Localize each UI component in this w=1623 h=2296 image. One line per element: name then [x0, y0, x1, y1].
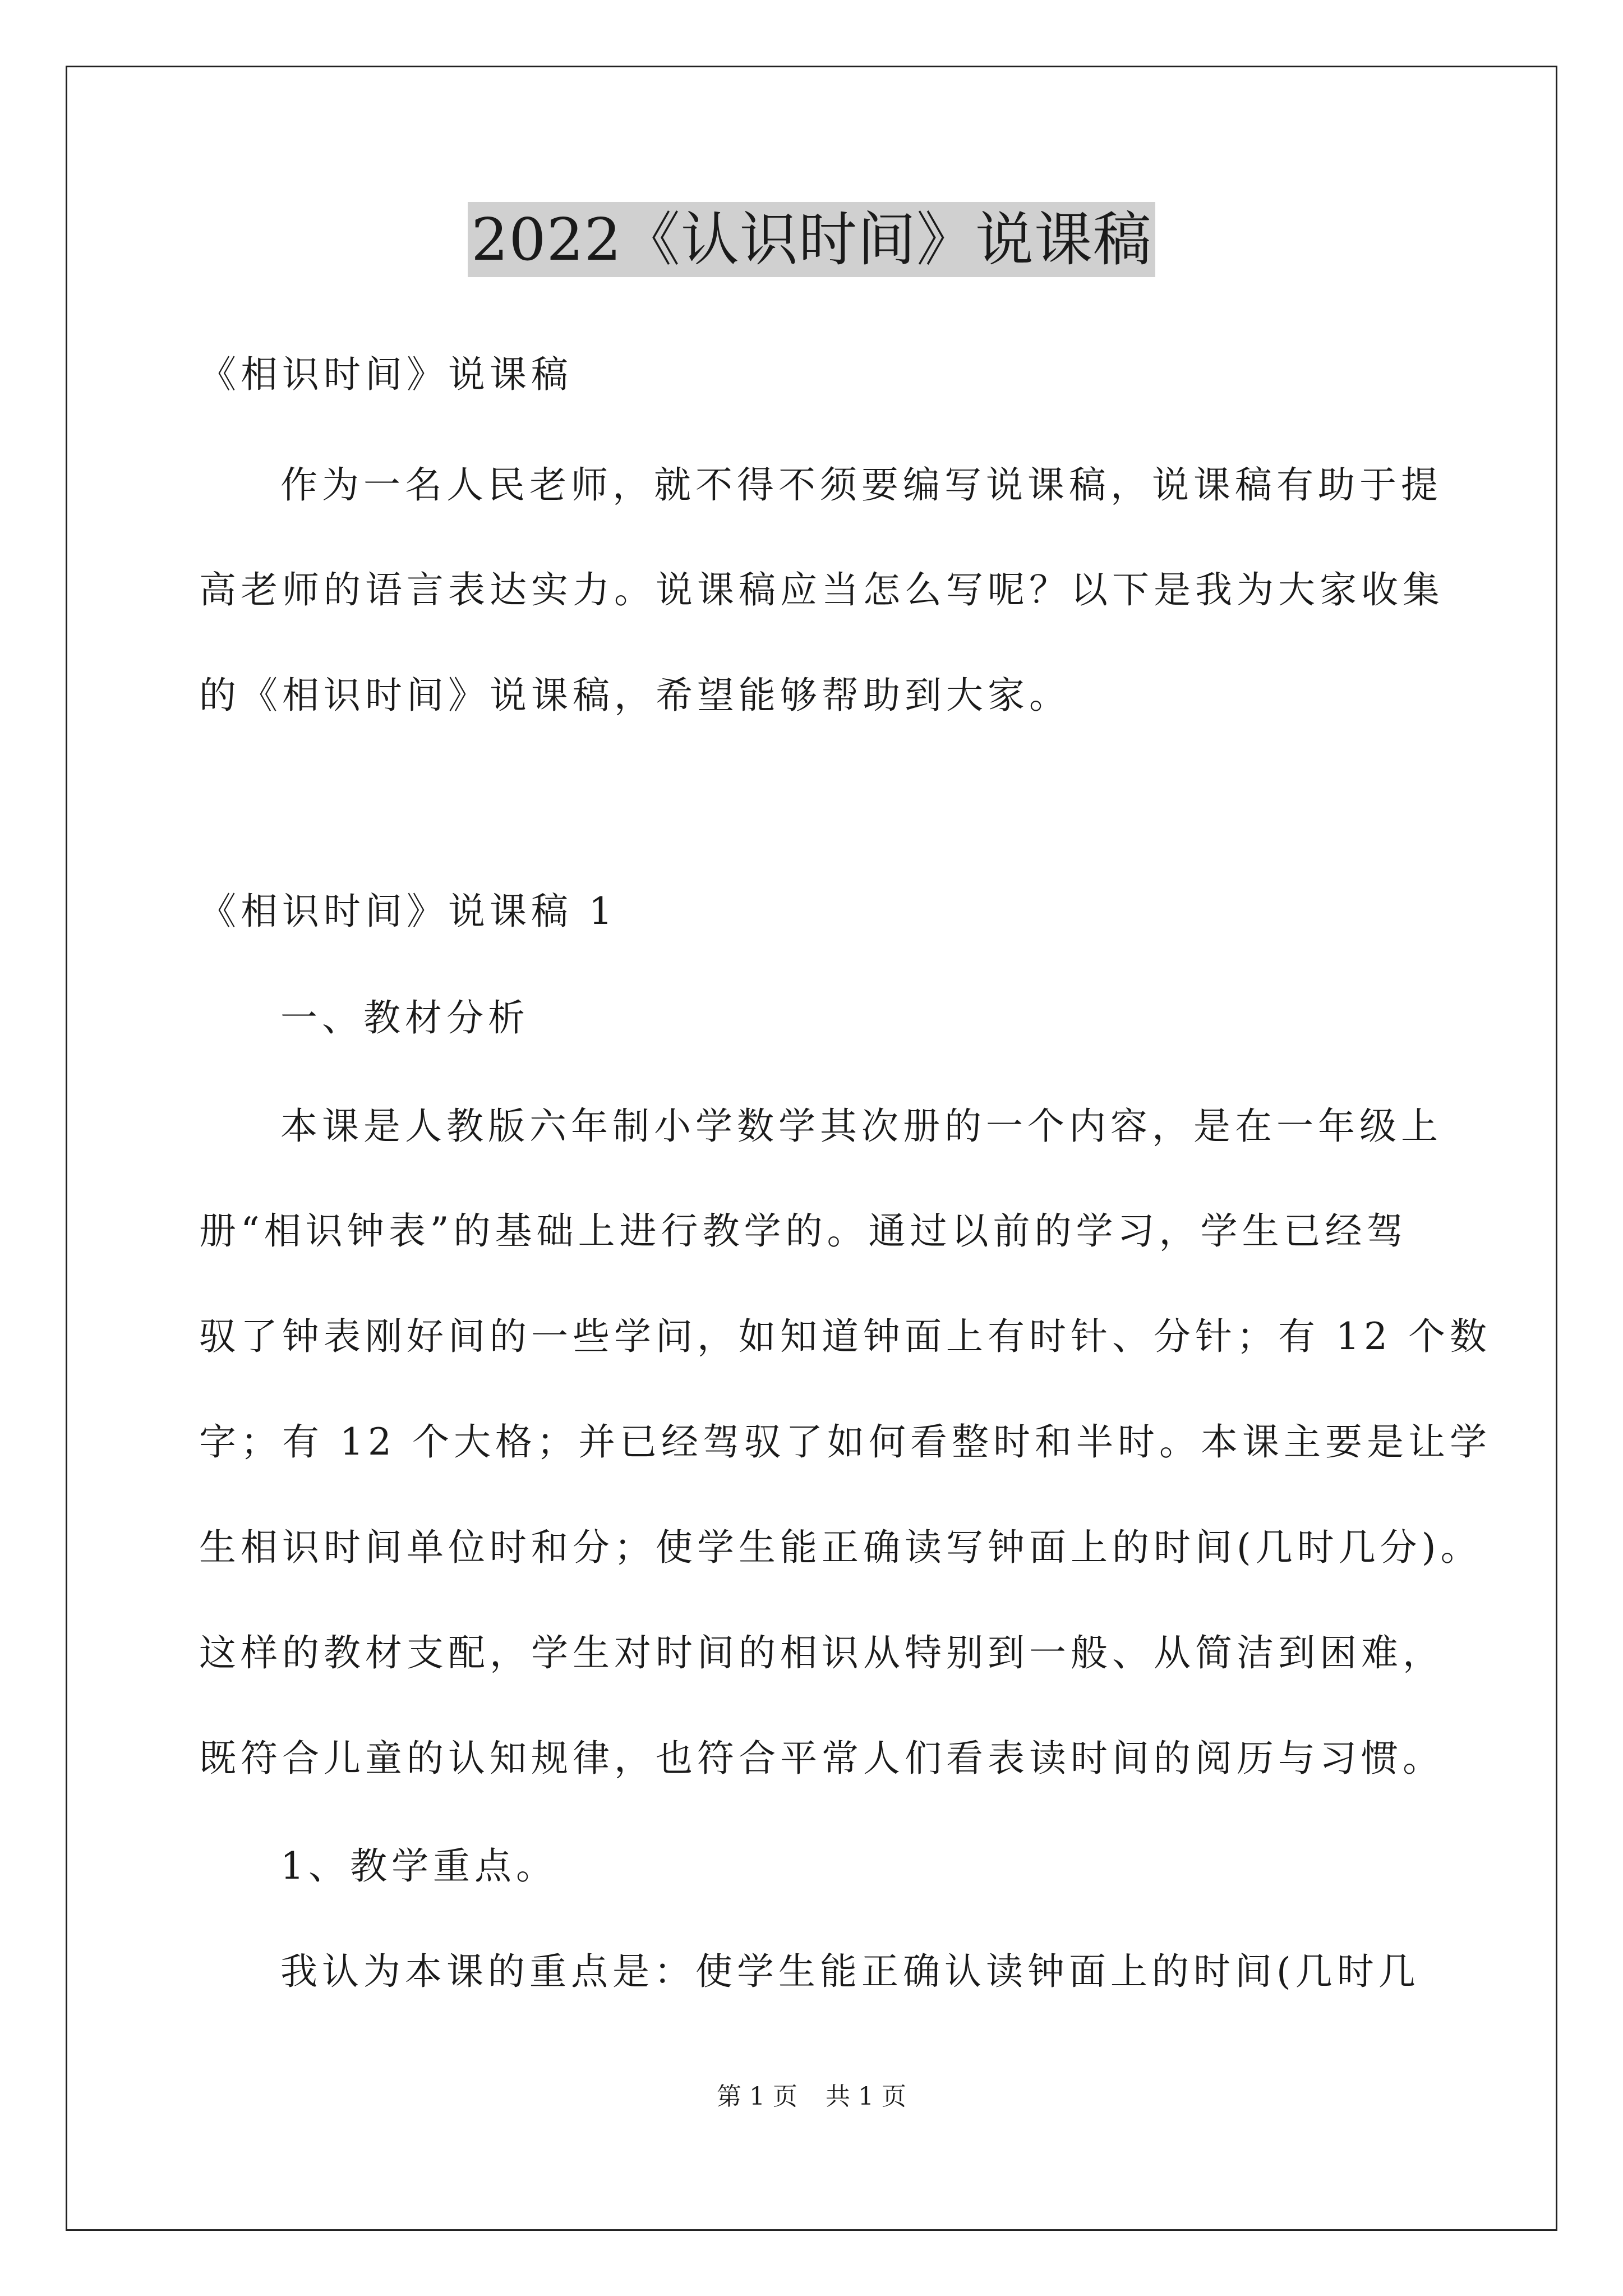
document-title: 2022《认识时间》说课稿: [468, 202, 1155, 277]
section-subheading: 一、教材分析: [280, 996, 529, 1039]
section-subheading: 1、教学重点。: [280, 1844, 557, 1888]
paragraph-line: 既符合儿童的认知规律，也符合平常人们看表读时间的阅历与习惯。: [199, 1737, 1444, 1780]
paragraph-line: 驭了钟表刚好间的一些学问，如知道钟面上有时针、分针；有 12 个数: [199, 1315, 1491, 1358]
page-total: 共 1 页: [826, 2082, 906, 2111]
paragraph-line: 的《相识时间》说课稿，希望能够帮助到大家。: [199, 674, 1071, 717]
subtitle-line: 《相识时间》说课稿: [199, 353, 573, 396]
paragraph-line: 作为一名人民老师，就不得不须要编写说课稿，说课稿有助于提: [280, 463, 1442, 507]
title-container: [0, 202, 1623, 277]
paragraph-line: 高老师的语言表达实力。说课稿应当怎么写呢？以下是我为大家收集: [199, 568, 1444, 611]
paragraph-line: 我认为本课的重点是：使学生能正确认读钟面上的时间(几时几: [280, 1950, 1420, 1993]
paragraph-line: 册“相识钟表”的基础上进行教学的。通过以前的学习，学生已经驾: [199, 1209, 1408, 1253]
paragraph-line: 本课是人教版六年制小学数学其次册的一个内容，是在一年级上: [280, 1105, 1442, 1148]
paragraph-line: 生相识时间单位时和分；使学生能正确读写钟面上的时间(几时几分)。: [199, 1526, 1482, 1569]
section-heading: 《相识时间》说课稿 1: [199, 890, 617, 933]
page-number: 第 1 页: [717, 2082, 797, 2111]
paragraph-line: 这样的教材支配，学生对时间的相识从特别到一般、从简洁到困难，: [199, 1631, 1444, 1674]
paragraph-line: 字；有 12 个大格；并已经驾驭了如何看整时和半时。本课主要是让学: [199, 1420, 1491, 1464]
page-footer: [0, 2080, 1623, 2114]
